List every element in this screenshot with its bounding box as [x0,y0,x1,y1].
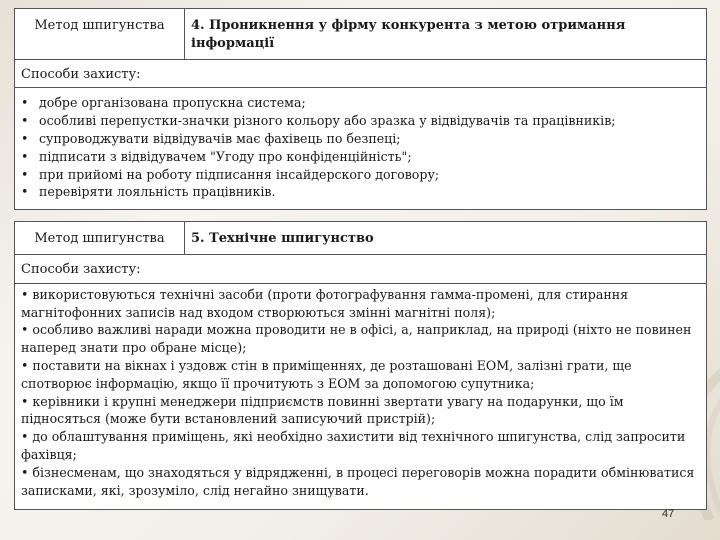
list-item: • бізнесменам, що знаходяться у відрядженні, в процесі переговорів можна порадити обмінюватися записками, які, зрозуміло, слід негайно знищувати. [21,464,695,498]
page-number: 47 [662,508,675,520]
section-1-header [14,8,707,60]
list-item: • перевіряти лояльність працівників. [21,184,276,200]
slide-content [14,8,707,510]
list-item: • при прийомі на роботу підписання інсайдерского договору; [21,166,440,182]
list-item: • підписати з відвідувачем "Угоду про конфіденційність"; [21,148,412,164]
method-title: 5. Технічне шпигунство [191,231,374,247]
section-2-header [14,221,707,255]
list-item: • до облаштування приміщень, які необхідно захистити від технічного шпигунства, слід запросити фахівця; [21,429,686,462]
protection-list [15,88,706,209]
bullet-icon: • [21,113,29,129]
method-title: 4. Проникнення у фірму конкурента з метою отримання інформації [191,18,626,51]
list-item: • добре організована пропускна система; [21,95,306,111]
bullet-icon: • [21,148,29,164]
bullet-icon: • [21,184,29,200]
method-label: Метод шпигунства [15,9,185,59]
protection-subheading: Способи захисту: [15,60,706,89]
method-label: Метод шпигунства [15,222,185,254]
bullet-icon: • [21,130,29,146]
protection-paragraphs [15,284,706,510]
list-item: • особливі перепустки-значки різного кольору або зразка у відвідувачів та працівників; [21,113,616,129]
bullet-icon: • [21,95,29,111]
list-item: • особливо важливі наради можна проводити не в офісі, а, наприклад, на природі (ніхто не повинен наперед знати про обране місце); [21,322,692,356]
list-item: • використовуються технічні засоби (проти фотографування гамма-промені, для стирання магнітофонних записів над входом створюються змінні магнітні поля); [21,286,629,320]
list-item: • керівники і крупні менеджери підприємств повинні звертати увагу на подарунки, що їм підносяться (може бути встановлений записуючий пристрій); [21,393,624,427]
list-item: • супроводжувати відвідувачів має фахівець по безпеці; [21,130,401,146]
bullet-icon: • [21,166,29,182]
protection-subheading: Способи захисту: [15,255,706,284]
section-1-body [14,60,707,211]
list-item: • поставити на вікнах і уздовж стін в приміщеннях, де розташовані ЕОМ, залізні грати, ще спотворює інформацію, якщо її прочитують з ЕОМ за допомогою супутника; [21,357,632,391]
section-2-body [14,255,707,510]
